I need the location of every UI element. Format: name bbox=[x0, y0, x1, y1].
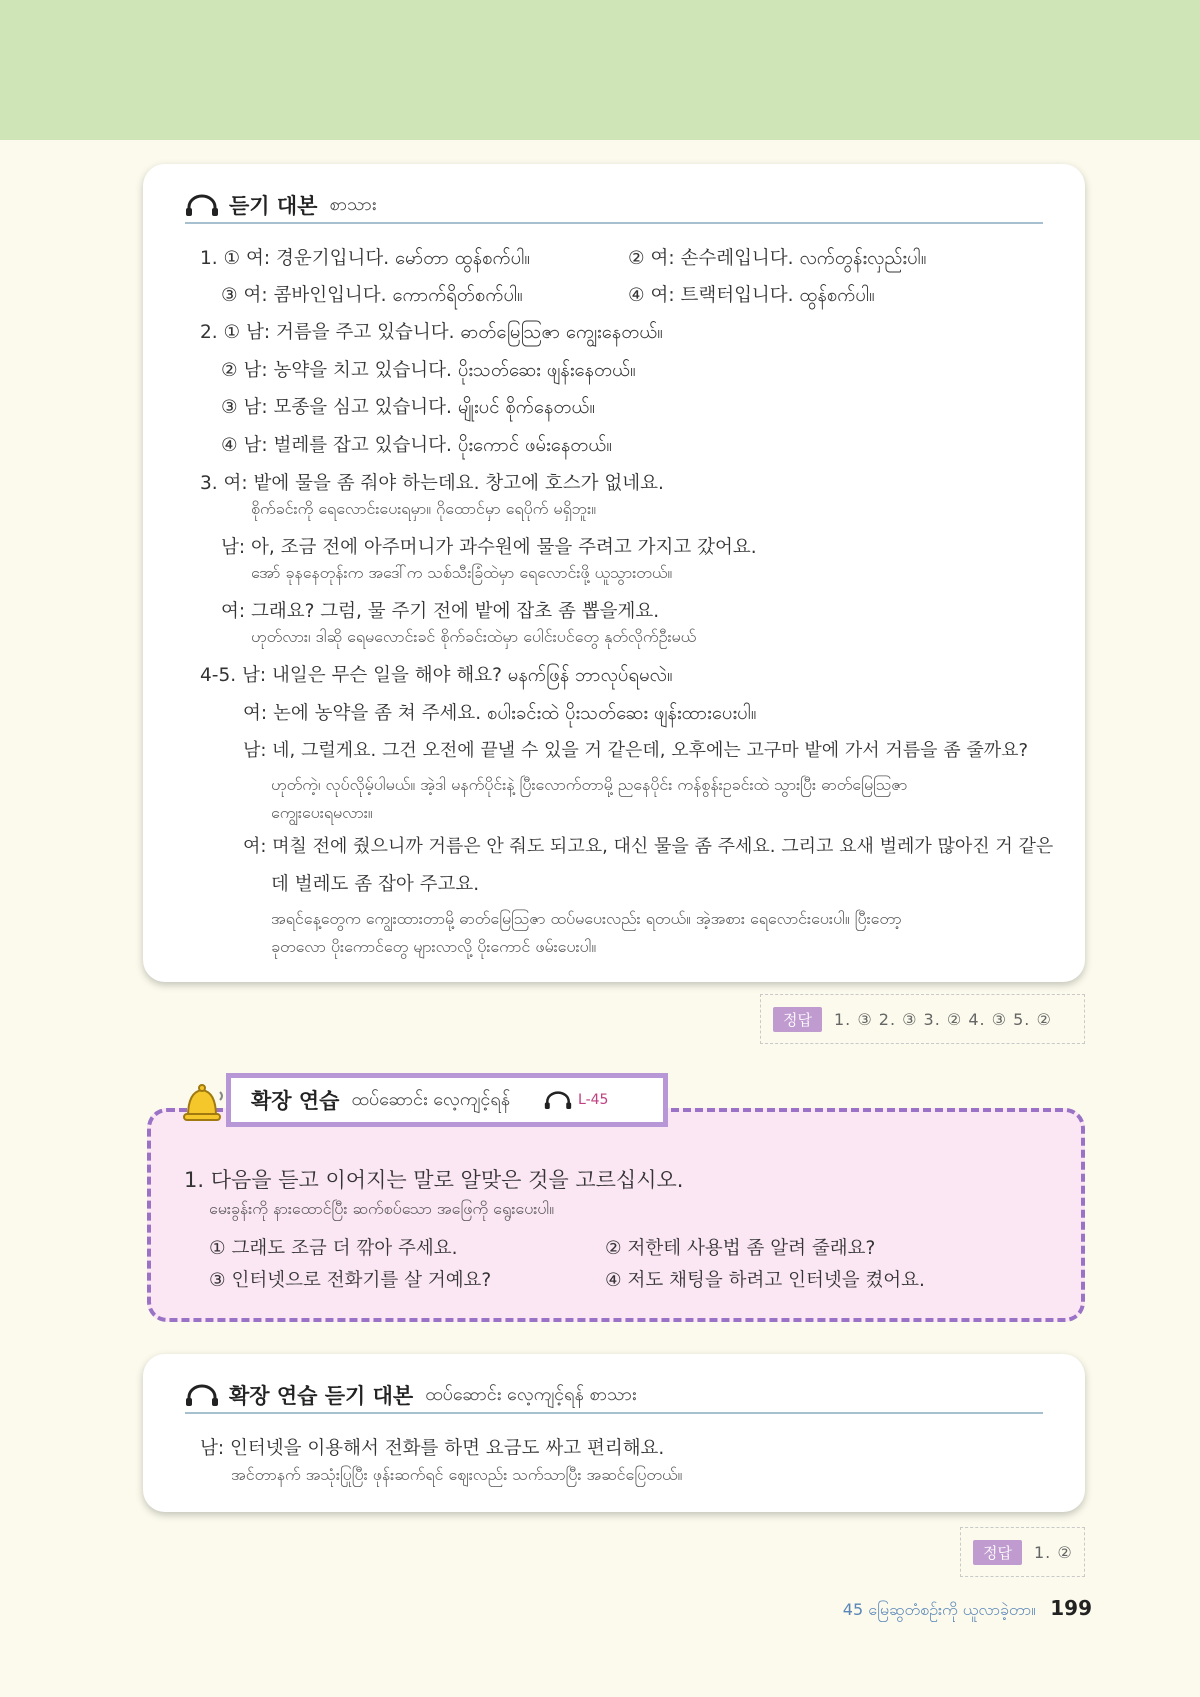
option-2[interactable]: ② 저한테 사용법 좀 알려 줄래요? bbox=[605, 1238, 876, 1259]
track-number: L-45 bbox=[578, 1092, 609, 1108]
script-line: ④ 남: 벌레를 잡고 있습니다. ပိုးကောင် ဖမ်းနေတယ်။ bbox=[221, 435, 612, 456]
headphones-icon bbox=[185, 1383, 219, 1407]
card-title-translation: ထပ်ဆောင်း လေ့ကျင့်ရန် စာသား bbox=[425, 1383, 637, 1405]
option-1[interactable]: ① 그래도 조금 더 깎아 주세요. bbox=[209, 1238, 458, 1259]
script-translation: အော် ခုနနေတုန်းက အဒေါ်က သစ်သီးခြံထဲမှာ ရေလောင်းဖို့ ယူသွားတယ်။ bbox=[251, 563, 673, 582]
script-line: ② 여: 손수레입니다. လက်တွန်းလှည်းပါ။ bbox=[628, 248, 927, 269]
script-line: 3. 여: 밭에 물을 좀 줘야 하는데요. 창고에 호스가 없네요. bbox=[200, 473, 664, 494]
script-line: 여: 그래요? 그럼, 물 주기 전에 밭에 잡초 좀 뽑을게요. bbox=[221, 601, 660, 622]
answer-text: 1. ③ 2. ③ 3. ② 4. ③ 5. ② bbox=[833, 1009, 1052, 1029]
option-4[interactable]: ④ 저도 채팅을 하려고 인터넷을 켰어요. bbox=[605, 1270, 925, 1291]
script-line: 여: 며칠 전에 줬으니까 거름은 안 줘도 되고요, 대신 물을 좀 주세요. 그리고 요새 벌레가 많아진 거 같은 bbox=[243, 836, 1054, 857]
headphones-icon bbox=[185, 193, 219, 217]
listening-script-card bbox=[143, 164, 1085, 982]
answer-badge: 정답 bbox=[973, 1540, 1022, 1565]
answer-box bbox=[760, 994, 1085, 1044]
practice-title: 확장 연습 bbox=[251, 1089, 340, 1113]
question-text: 1. 다음을 듣고 이어지는 말로 알맞은 것을 고르십시오. bbox=[184, 1168, 684, 1192]
page-footer bbox=[843, 1596, 1092, 1623]
script-translation: ဟုတ်ကဲ့၊ လုပ်လိုမ့်ပါမယ်။ အဲ့ဒါ မနက်ပိုင်းနဲ့ ပြီးလောက်တာမို့ ညနေပိုင်း ကန်စွန်းဥခင်းထဲ သွားပြီး ဓာတ်မြေဩဇာ bbox=[271, 775, 908, 794]
chapter-title: 45 မြေဆွတံစဉ်းကို ယူလာခဲ့တာ။ bbox=[842, 1600, 1036, 1619]
card-header bbox=[185, 1378, 1043, 1414]
script-line: ③ 남: 모종을 심고 있습니다. မျိုးပင် စိုက်နေတယ်။ bbox=[221, 397, 596, 418]
script-line: 4-5. 남: 내일은 무슨 일을 해야 해요? မနက်ဖြန် ဘာလုပ်ရမလဲ။ bbox=[200, 665, 673, 686]
card-title: 듣기 대본 bbox=[229, 194, 318, 218]
card-title-translation: စာသား bbox=[329, 193, 377, 215]
script-line: 남: 인터넷을 이용해서 전화를 하면 요금도 싸고 편리해요. bbox=[200, 1438, 665, 1459]
card-title: 확장 연습 듣기 대본 bbox=[229, 1384, 414, 1408]
answer-box bbox=[960, 1527, 1085, 1577]
question-translation: မေးခွန်းကို နားထောင်ပြီး ဆက်စပ်သော အဖြေကို ရွေးပေးပါ။ bbox=[209, 1199, 555, 1218]
script-translation: အရင်နေ့တွေက ကျွေးထားတာမို့ ဓာတ်မြေဩဇာ ထပ်မပေးလည်း ရတယ်။ အဲ့အစား ရေလောင်းပေးပါ။ ပြီးတော့ bbox=[271, 909, 902, 928]
script-line: 남: 네, 그럴게요. 그건 오전에 끝낼 수 있을 거 같은데, 오후에는 고구마 밭에 가서 거름을 좀 줄까요? bbox=[243, 740, 1029, 761]
option-3[interactable]: ③ 인터넷으로 전화기를 살 거예요? bbox=[209, 1270, 492, 1291]
script-line: ④ 여: 트랙터입니다. ထွန်စက်ပါ။ bbox=[628, 285, 875, 306]
page-number: 199 bbox=[1050, 1596, 1092, 1620]
answer-text: 1. ② bbox=[1033, 1542, 1073, 1562]
bell-icon bbox=[180, 1078, 226, 1128]
practice-tab bbox=[226, 1073, 668, 1127]
script-line: 데 벌레도 좀 잡아 주고요. bbox=[271, 874, 480, 895]
script-translation: ကျွေးပေးရမလား။ bbox=[271, 803, 373, 822]
header-band bbox=[0, 0, 1200, 140]
script-line: 1. ① 여: 경운기입니다. မော်တာ ထွန်စက်ပါ။ bbox=[200, 248, 531, 269]
script-line: ③ 여: 콤바인입니다. ကောက်ရိတ်စက်ပါ။ bbox=[221, 285, 523, 306]
card-header bbox=[185, 188, 1043, 224]
script-line: 2. ① 남: 거름을 주고 있습니다. ဓာတ်မြေဩဇာ ကျွေးနေတယ်။ bbox=[200, 322, 663, 343]
script-line: 남: 아, 조금 전에 아주머니가 과수원에 물을 주려고 가지고 갔어요. bbox=[221, 537, 757, 558]
script-line: ② 남: 농약을 치고 있습니다. ပိုးသတ်ဆေး ဖျန်းနေတယ်။ bbox=[221, 360, 636, 381]
practice-script-card bbox=[143, 1354, 1085, 1512]
practice-title-translation: ထပ်ဆောင်း လေ့ကျင့်ရန် bbox=[351, 1088, 511, 1110]
script-translation: ဟုတ်လား၊ ဒါဆို ရေမလောင်းခင် စိုက်ခင်းထဲမှာ ပေါင်းပင်တွေ နုတ်လိုက်ဦးမယ် bbox=[251, 627, 697, 646]
script-translation: ခုတလော ပိုးကောင်တွေ များလာလို့ ပိုးကောင် ဖမ်းပေးပါ။ bbox=[271, 937, 597, 956]
practice-box bbox=[147, 1108, 1085, 1322]
answer-badge: 정답 bbox=[773, 1007, 822, 1032]
script-translation: အင်တာနက် အသုံးပြုပြီး ဖုန်းဆက်ရင် စျေးလည်း သက်သာပြီး အဆင်ပြေတယ်။ bbox=[231, 1465, 683, 1484]
script-line: 여: 논에 농약을 좀 쳐 주세요. စပါးခင်းထဲ ပိုးသတ်ဆေး ဖျန်းထားပေးပါ။ bbox=[243, 703, 757, 724]
headphones-icon bbox=[544, 1090, 572, 1110]
script-translation: စိုက်ခင်းကို ရေလောင်းပေးရမှာ။ ဂိုထောင်မှာ ရေပိုက် မရှိဘူး။ bbox=[251, 499, 597, 518]
